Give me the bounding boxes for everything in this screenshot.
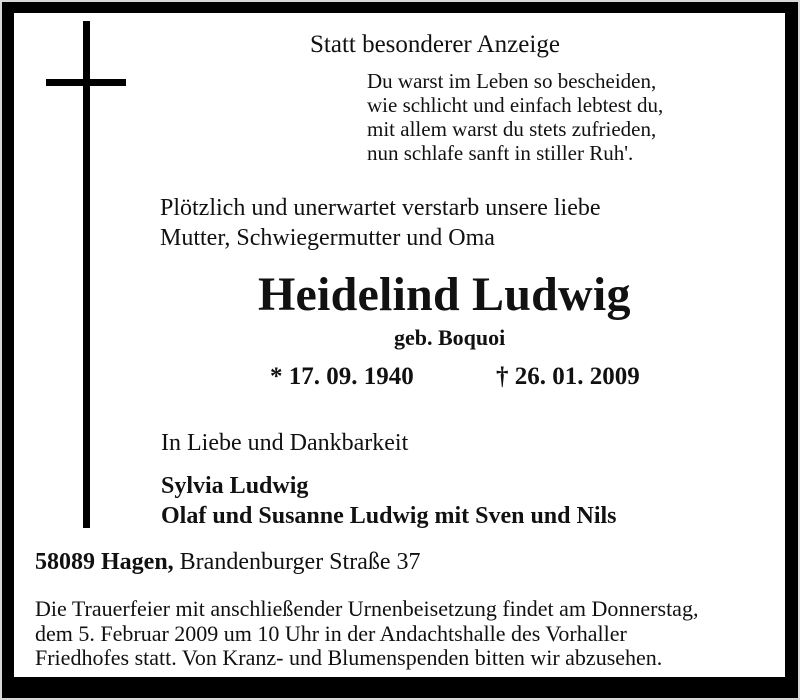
verse-line: wie schlicht und einfach lebtest du,	[367, 93, 664, 117]
memorial-verse	[367, 69, 663, 165]
intro-text	[160, 193, 601, 253]
mourner: Olaf und Susanne Ludwig mit Sven und Nils	[161, 503, 617, 529]
mourners-list	[161, 471, 617, 531]
obituary-notice	[14, 13, 785, 677]
address-city: 58089 Hagen,	[35, 549, 174, 575]
thanks-line: In Liebe und Dankbarkeit	[161, 430, 409, 456]
mourner: Sylvia Ludwig	[161, 473, 309, 499]
cross-horizontal-bar	[46, 79, 126, 86]
birth-date: * 17. 09. 1940	[270, 363, 414, 390]
funeral-info-line: Die Trauerfeier mit anschließender Urnenbeisetzung findet am Donnerstag,	[35, 596, 699, 621]
deceased-name: Heidelind Ludwig	[258, 268, 631, 321]
address-street: Brandenburger Straße 37	[173, 549, 421, 575]
funeral-info-line: dem 5. Februar 2009 um 10 Uhr in der Andachtshalle des Vorhaller	[35, 620, 627, 646]
funeral-info-line: Friedhofes statt. Von Kranz- und Blumenspenden bitten wir abzusehen.	[35, 645, 663, 670]
cross-vertical-bar	[83, 21, 90, 528]
address	[35, 549, 421, 576]
intro-line: Plötzlich und unerwartet verstarb unsere liebe	[160, 195, 601, 221]
verse-line: Du warst im Leben so bescheiden,	[367, 69, 657, 93]
maiden-name: geb. Boquoi	[394, 325, 506, 350]
death-date: † 26. 01. 2009	[496, 363, 640, 390]
obituary-frame	[2, 2, 798, 698]
intro-line: Mutter, Schwiegermutter und Oma	[160, 225, 495, 251]
verse-line: mit allem warst du stets zufrieden,	[367, 117, 657, 141]
funeral-info	[35, 597, 698, 671]
notice-heading: Statt besonderer Anzeige	[310, 31, 560, 58]
verse-line: nun schlafe sanft in stiller Ruh'.	[367, 141, 634, 165]
